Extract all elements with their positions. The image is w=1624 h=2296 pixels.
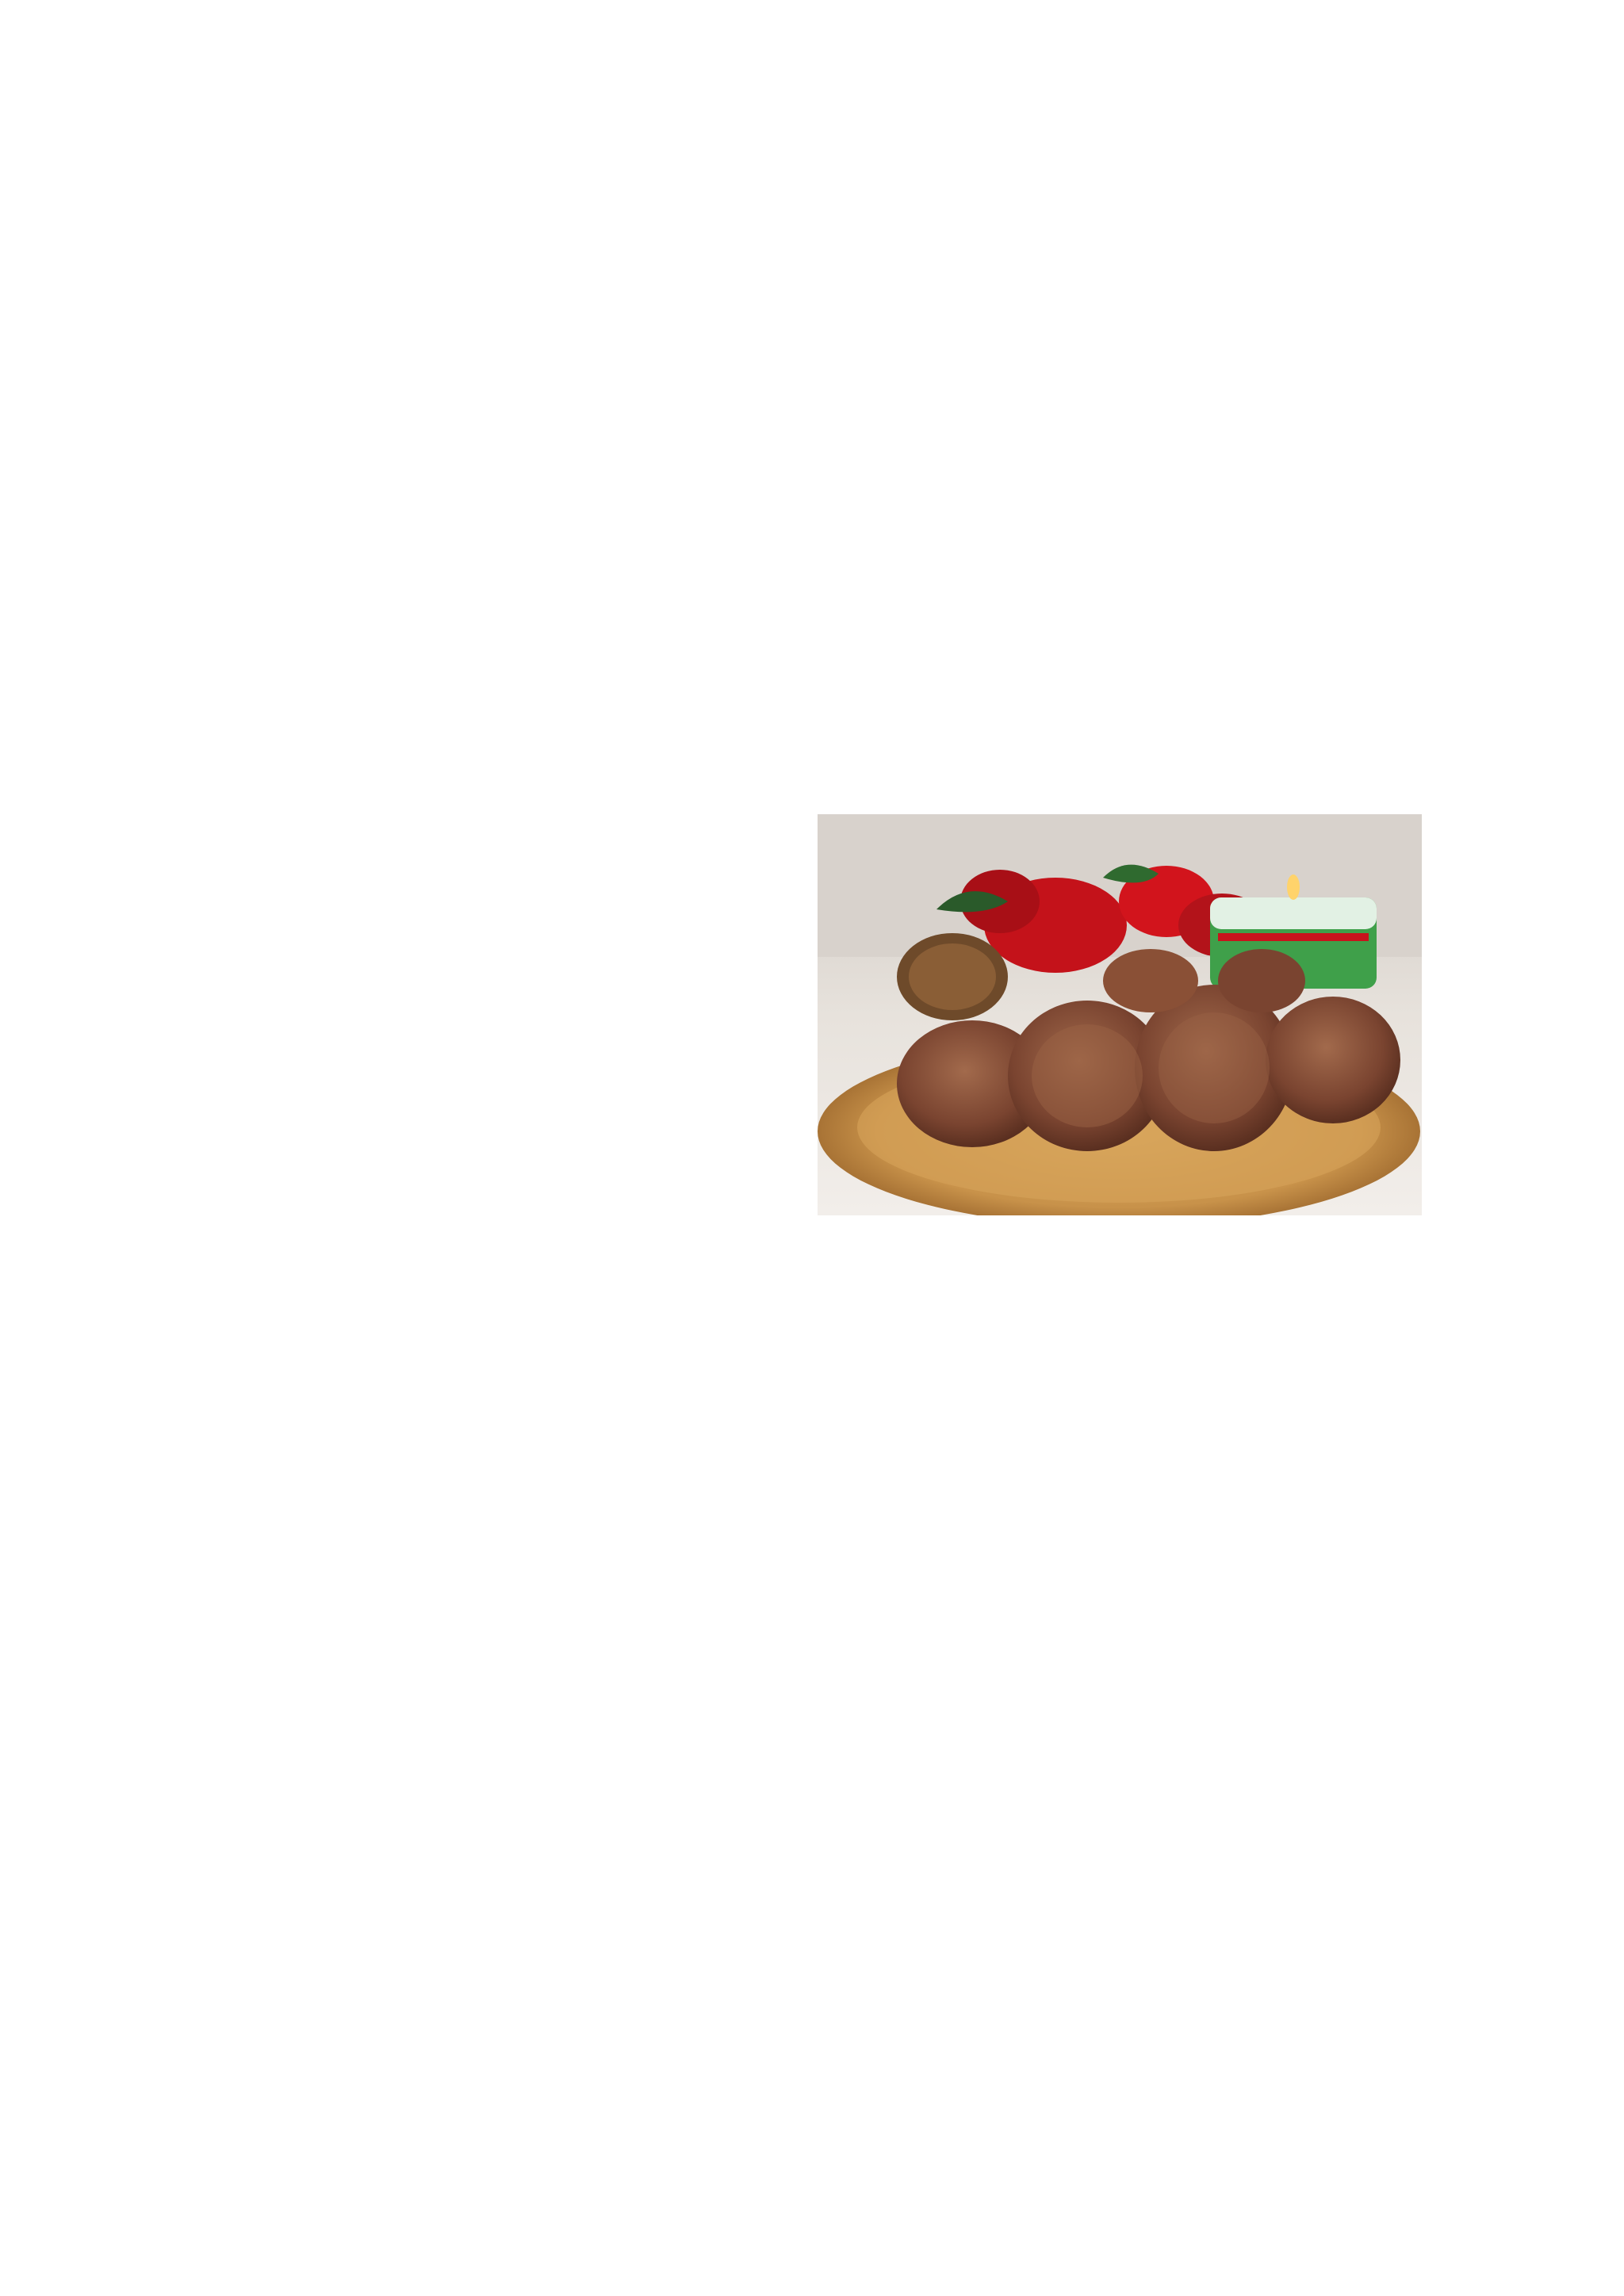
rabanadas-photo bbox=[818, 814, 1422, 1215]
